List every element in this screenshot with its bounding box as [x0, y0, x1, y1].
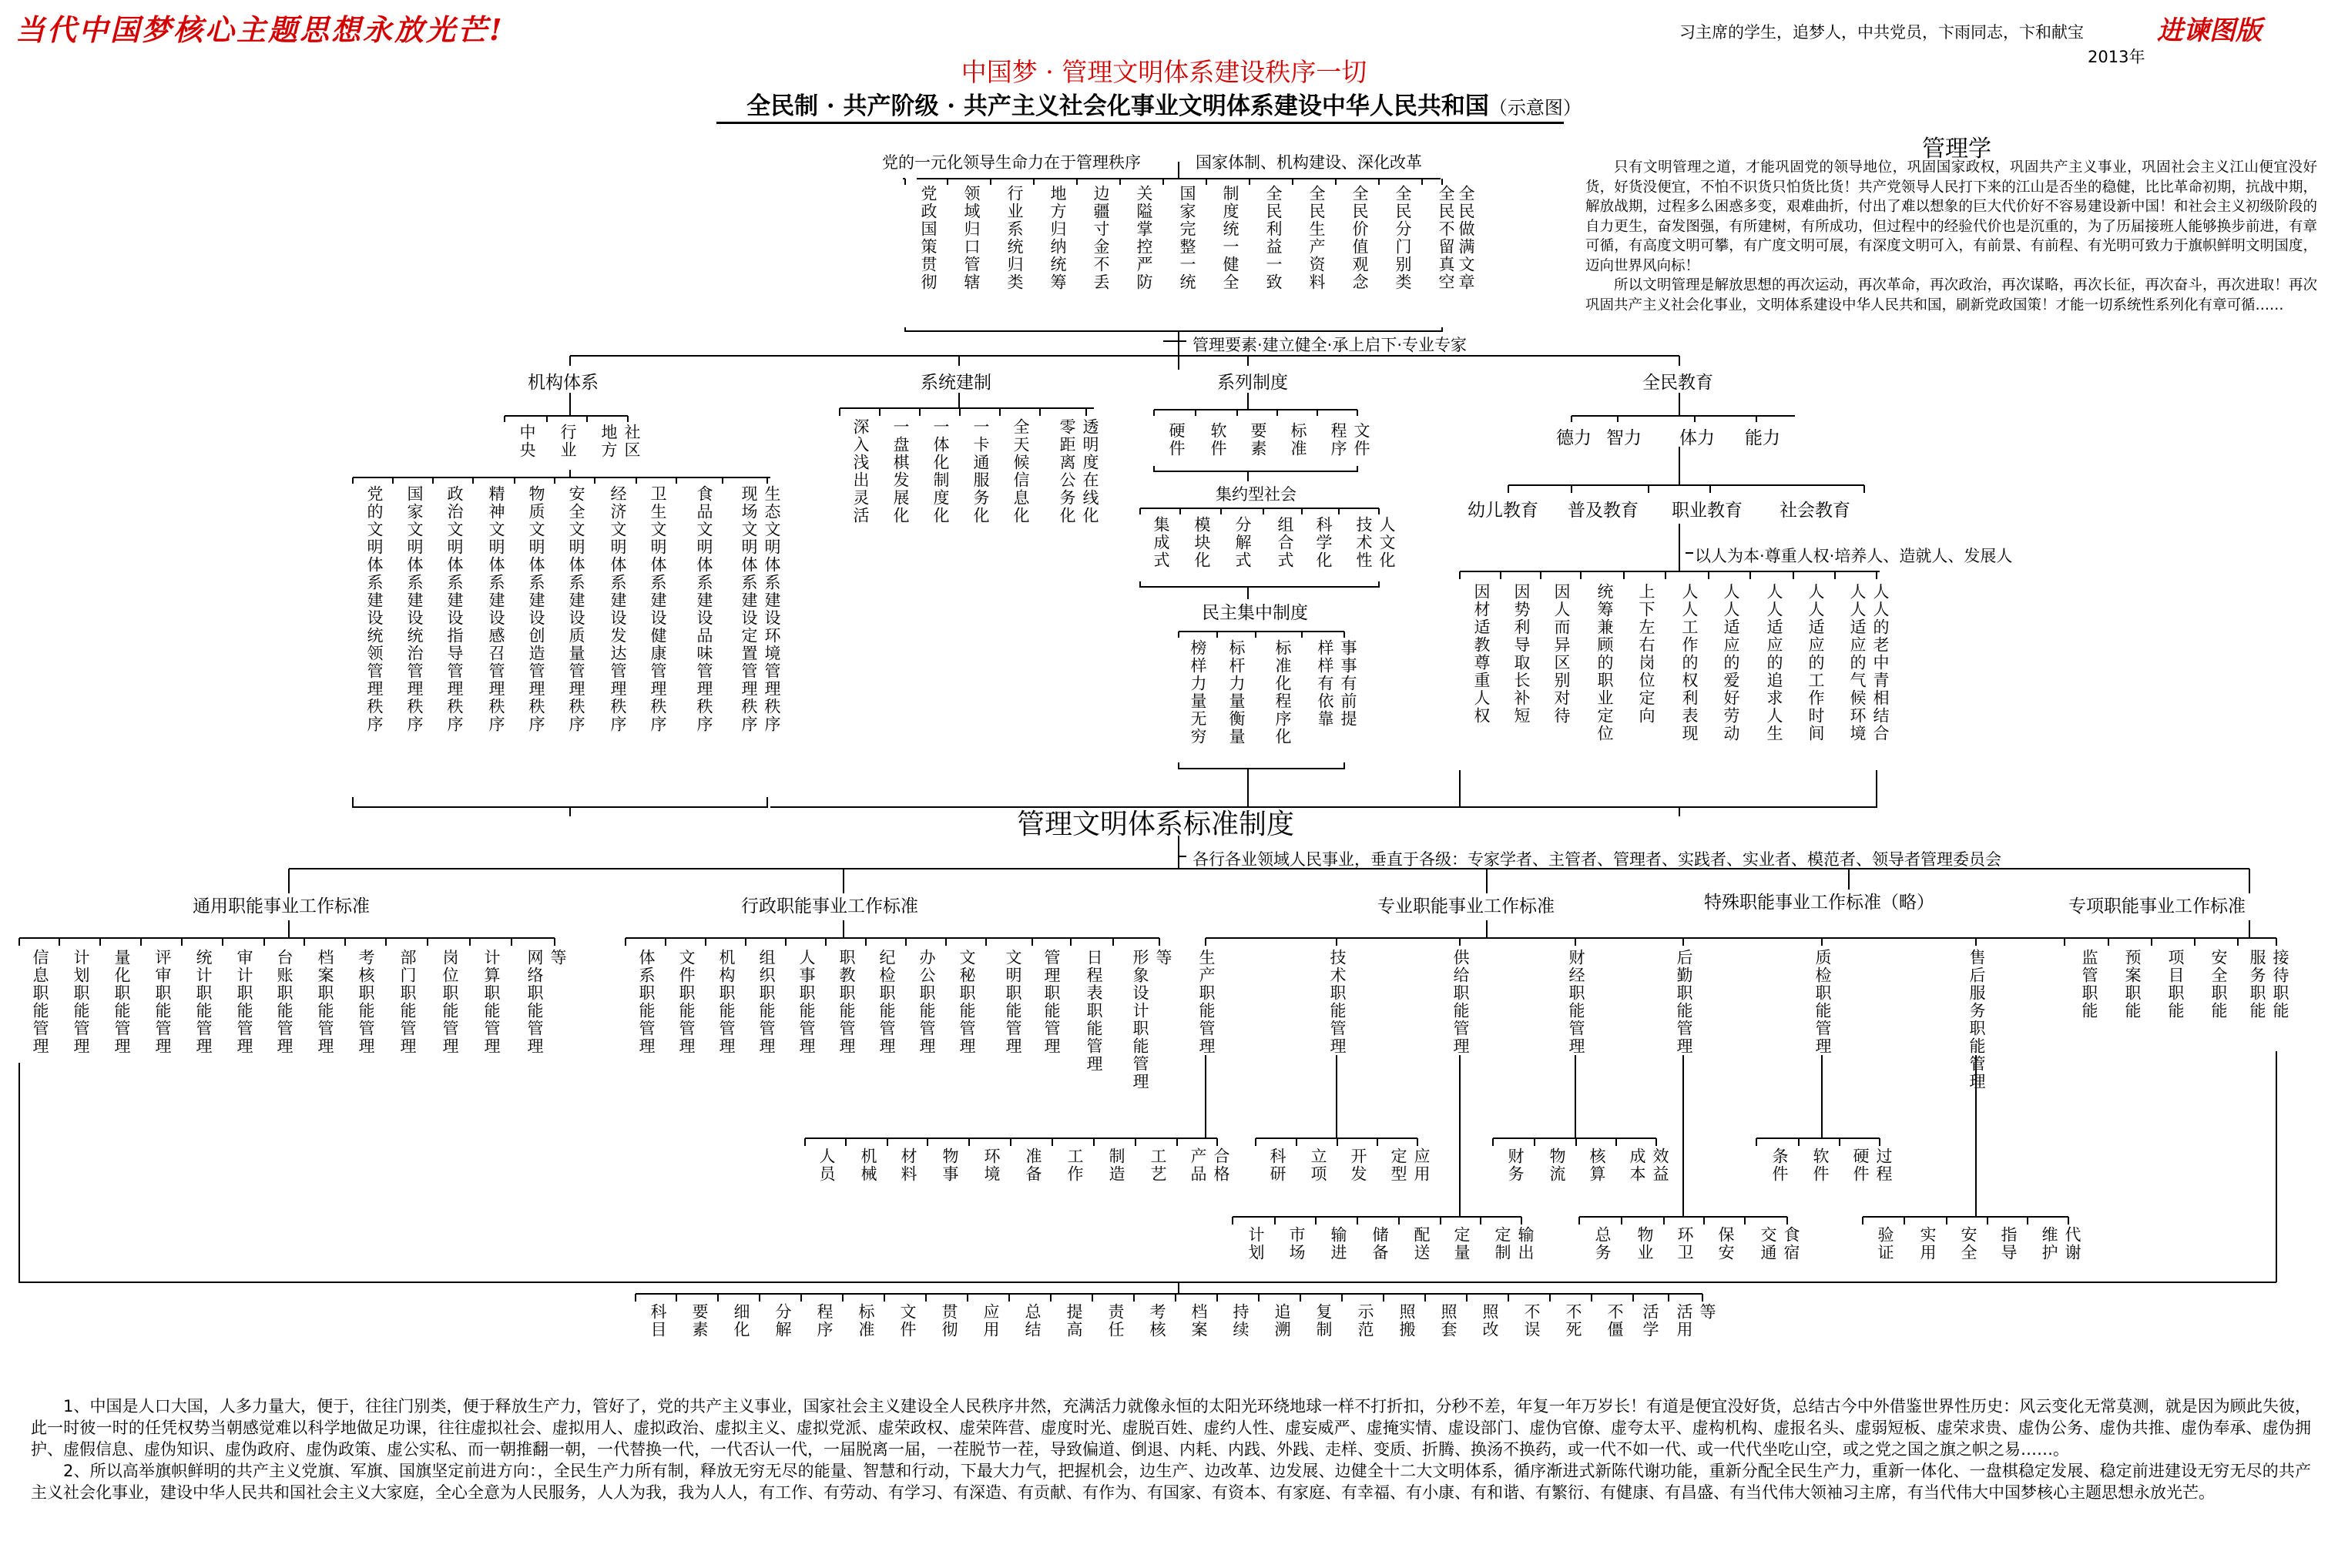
- system-col: 一盘棋发展化: [891, 418, 910, 524]
- edu-col: 因材适教尊重人权: [1472, 583, 1491, 725]
- edu-col: 人人适应的追求人生: [1765, 583, 1783, 742]
- org-col: 政治文明体系建设指导管理秩序: [445, 485, 464, 733]
- special-heading: 特殊职能事业工作标准（略）: [1704, 893, 1934, 913]
- prof-col: 供给职能管理: [1451, 949, 1470, 1055]
- general-col: 评审职能管理: [153, 949, 172, 1055]
- prod-item: 环境: [982, 1148, 1001, 1183]
- series-col: 标准: [1289, 422, 1307, 457]
- edu-col: 人人工作的权利表现: [1680, 583, 1699, 742]
- bottom-item: 照套: [1439, 1303, 1458, 1338]
- prof-col-7: [1967, 949, 1987, 1091]
- tech-item: 应用: [1412, 1148, 1431, 1183]
- org-level: 社区: [622, 424, 641, 459]
- fin-item: 效益: [1651, 1148, 1669, 1183]
- edu-type-2: 普及教育: [1568, 501, 1639, 521]
- mid-bus: [570, 356, 1679, 366]
- general-lines: [19, 920, 555, 946]
- admin-columns: [616, 949, 1173, 1091]
- people-label: 以人为本·尊重人权·培养人、造就人、发展人: [1695, 547, 2013, 565]
- education-heading: 全民教育: [1642, 373, 1713, 393]
- supply-item: 计划: [1246, 1226, 1265, 1261]
- general-col: 网络职能管理: [525, 949, 544, 1055]
- bottom-item: 贯彻: [940, 1303, 958, 1338]
- prof-col-5: [1674, 949, 1694, 1055]
- dedicated-col: 监管职能: [2080, 949, 2098, 1020]
- bottom-item: 示范: [1356, 1303, 1374, 1338]
- top-col: 关隘掌控严防: [1135, 185, 1153, 291]
- bottom-item: 应用: [981, 1303, 1000, 1338]
- democratic-label: 民主集中制度: [1202, 603, 1308, 623]
- general-col: 审计职能管理: [235, 949, 253, 1055]
- svc-item: 安全: [1959, 1226, 1977, 1261]
- org-col: 精神文明体系建设感召管理秩序: [487, 485, 505, 733]
- system-col: 深入浅出灵活: [851, 418, 870, 524]
- svc-item: 维护: [2040, 1226, 2058, 1261]
- top-col: 全民价值观念: [1350, 185, 1369, 291]
- management-science-heading: 管理学: [1922, 136, 1991, 162]
- quality-items: [1747, 1148, 1894, 1183]
- system-col: 零距离公务化: [1058, 418, 1076, 524]
- qc-items: [1756, 1055, 1880, 1146]
- bottom-item: 分解: [773, 1303, 792, 1338]
- edu-col: 因人而异区别对待: [1552, 583, 1571, 725]
- svc-item: 实用: [1918, 1226, 1937, 1261]
- tech-item: 定型: [1389, 1148, 1407, 1183]
- prod-item: 产品: [1189, 1148, 1207, 1183]
- system-build-heading: 系统建制: [921, 373, 991, 393]
- logi-item: 保安: [1716, 1226, 1735, 1261]
- prod-item: 人员: [817, 1148, 836, 1183]
- democratic-col: 标准化程序化: [1273, 639, 1292, 745]
- top-col: 领域归口管辖: [962, 185, 981, 291]
- education-columns: [1451, 583, 1890, 742]
- general-col: 考核职能管理: [357, 949, 375, 1055]
- intensive-label: 集约型社会: [1216, 485, 1297, 504]
- org-level: 中央: [518, 424, 536, 459]
- org-level: 行业: [559, 424, 577, 459]
- prod-item: 机械: [859, 1148, 877, 1183]
- intensive-col: 科学化: [1314, 516, 1333, 569]
- bottom-item: 复制: [1314, 1303, 1333, 1338]
- top-col: 党政国策贯彻: [919, 185, 938, 291]
- prod-item: 工艺: [1149, 1148, 1167, 1183]
- svc-items: [1863, 1055, 2068, 1225]
- professional-heading: 专业职能事业工作标准: [1377, 896, 1555, 916]
- edu-col: 人人适应的工作时间: [1806, 583, 1825, 742]
- admin-col: 机构职能管理: [717, 949, 736, 1055]
- ability-2: 智力: [1606, 428, 1642, 448]
- general-col: 计划职能管理: [72, 949, 90, 1055]
- dedicated-heading: 专项职能事业工作标准: [2068, 896, 2246, 916]
- admin-lines: [626, 920, 1159, 946]
- logi-item: 交通: [1759, 1226, 1777, 1261]
- qc-item: 过程: [1874, 1148, 1893, 1183]
- banner-right: 进谏图版: [2157, 15, 2262, 46]
- series-col: 程序: [1329, 422, 1347, 457]
- qc-item: 硬件: [1851, 1148, 1870, 1183]
- bottom-item: 文件: [898, 1303, 917, 1338]
- system-col: 全天候信息化: [1011, 418, 1030, 524]
- admin-col: 文明职能管理: [1004, 949, 1022, 1055]
- top-col: 全民不留真空: [1437, 185, 1455, 291]
- edu-type-3: 职业教育: [1672, 501, 1743, 521]
- page-title: 中国梦 · 管理文明体系建设秩序一切: [961, 57, 1367, 87]
- dedicated-col: 服务职能: [2248, 949, 2266, 1020]
- democratic-col: 榜样力量无穷: [1189, 639, 1207, 745]
- prof-col-1: [1196, 949, 1216, 1055]
- dedicated-columns: [2055, 949, 2290, 1020]
- ability-1: 德力: [1556, 428, 1592, 448]
- supply-item: 定制: [1493, 1226, 1511, 1261]
- dedicated-col: 预案职能: [2123, 949, 2142, 1020]
- bottom-item: 标准: [857, 1303, 875, 1338]
- general-columns: [10, 949, 568, 1055]
- prof-col-4: [1566, 949, 1586, 1055]
- admin-col: 体系职能管理: [637, 949, 656, 1055]
- org-col: 经济文明体系建设发达管理秩序: [609, 485, 627, 733]
- edu-col: 上下左右岗位定向: [1637, 583, 1655, 725]
- prof-col-3: [1451, 949, 1471, 1055]
- dedicated-col: 项目职能: [2166, 949, 2185, 1020]
- top-col: 全民利益一致: [1264, 185, 1283, 291]
- logi-item: 物业: [1635, 1226, 1654, 1261]
- democratic-columns: [1169, 639, 1358, 745]
- management-science-para-2: 所以文明管理是解放思想的再次运动，再次革命，再次政治，再次谋略，再次长征，再次奋斗，再次进取！再次巩固共产主义社会化事业，文明体系建设中华人民共和国，刷新党政国策！才能一切系统性系列化有章可循……: [1585, 277, 2317, 313]
- series-col: 要素: [1249, 422, 1267, 457]
- author-line: 习主席的学生，追梦人，中共党员，卞雨同志，卞和献宝: [1679, 23, 2084, 42]
- bottom-item: 总结: [1023, 1303, 1042, 1338]
- system-col: 一卡通服务化: [971, 418, 990, 524]
- svc-item: 指导: [1999, 1226, 2018, 1261]
- org-col: 现场文明体系建设定置管理秩序: [740, 485, 758, 733]
- tech-items: [1256, 1055, 1417, 1146]
- series-system-heading: 系列制度: [1217, 373, 1288, 393]
- bottom-item: 活用: [1675, 1303, 1693, 1338]
- logi-item: 环卫: [1676, 1226, 1694, 1261]
- ability-4: 能力: [1745, 428, 1780, 448]
- bottom-item: 照改: [1481, 1303, 1499, 1338]
- democratic-col: 事事有前提: [1339, 639, 1357, 728]
- top-col: 全民生产资料: [1307, 185, 1326, 291]
- general-col: 台账职能管理: [275, 949, 294, 1055]
- bottom-item: 提高: [1065, 1303, 1083, 1338]
- bottom-item: 细化: [732, 1303, 750, 1338]
- democratic-col: 样样有依靠: [1316, 639, 1334, 728]
- tech-item: 开发: [1349, 1148, 1367, 1183]
- prod-item: 合格: [1212, 1148, 1230, 1183]
- prof-col: 后勤职能管理: [1675, 949, 1693, 1055]
- top-col: 全民分门别类: [1394, 185, 1412, 291]
- edu-col: 人人适应的爱好劳动: [1722, 583, 1740, 742]
- org-col: 卫生文明体系建设健康管理秩序: [649, 485, 667, 733]
- top-label-right: 国家体制、机构建设、深化改革: [1196, 153, 1422, 172]
- intensive-columns: [1131, 516, 1397, 569]
- fin-item: 成本: [1628, 1148, 1646, 1183]
- general-col: 信息职能管理: [31, 949, 49, 1055]
- admin-col: 人事职能管理: [797, 949, 816, 1055]
- general-col: 量化职能管理: [112, 949, 131, 1055]
- standards-line-label: 各行各业领域人民事业，垂直于各级：专家学者、主管者、管理者、实践者、实业者、模范者、领导者管理委员会: [1193, 850, 2001, 869]
- footnote-1: 1、中国是人口大国，人多力量大，便于，往往门别类，便于释放生产力，管好了，党的共产主义事业，国家社会主义建设全人民秩序井然，充满活力就像永恒的太阳光环绕地球一样不打折扣，分秒不差，年复一年万岁长！有道是便宜没好货，总结古今中外借鉴世界性历史：风云变化无常莫测，就是因为顾此失彼，此一时彼一时的任凭权势当朝感觉难以科学地做足功课，往往虚拟社会、虚拟用人、虚拟政治、虚拟主义、虚拟党派、虚荣政权、虚荣阵营、虚度时光、虚脱百姓、虚约人性、虚妄威严、虚掩实情、虚设部门、虚伪官僚、虚夸太平、虚构机构、虚报名头、虚弱短板、虚荣求贵、虚伪公务、虚伪共推、虚伪奉承、虚伪拥护、虚假信息、虚伪知识、虚伪政府、虚伪政策、虚公实私、而一朝推翻一朝，一代替换一代，一代否认一代，一届脱离一届，一茬脱节一茬，导致偏道、倒退、内耗、内践、外践、走样、变质、折腾、换汤不换药，或一代不如一代、或一代代坐吃山空，或之党之国之旗之帜之易……。: [31, 1397, 2311, 1459]
- prof-col: 质检职能管理: [1813, 949, 1832, 1055]
- general-col: 等: [548, 949, 567, 967]
- top-columns: [895, 185, 1476, 291]
- prof-col-6: [1813, 949, 1833, 1055]
- general-col: 档案职能管理: [316, 949, 334, 1055]
- admin-heading: 行政职能事业工作标准: [741, 896, 918, 916]
- democratic-col: 标杆力量衡量: [1227, 639, 1246, 745]
- top-join-label: 管理要素·建立健全·承上启下·专业专家: [1193, 336, 1468, 354]
- top-col: 国家完整一统: [1178, 185, 1196, 291]
- tech-item: 立项: [1309, 1148, 1327, 1183]
- bottom-item: 科目: [649, 1303, 667, 1338]
- admin-col: 日程表职能管理: [1085, 949, 1103, 1073]
- system-col: 透明度在线化: [1081, 418, 1099, 524]
- org-col: 安全文明体系建设质量管理秩序: [567, 485, 585, 733]
- tech-item: 科研: [1268, 1148, 1286, 1183]
- supply-item: 输进: [1329, 1226, 1347, 1261]
- bottom-items: [626, 1303, 1717, 1338]
- management-science-para-1: 只有文明管理之道，才能巩固党的领导地位，巩固国家政权，巩固共产主义事业，巩固社会主义江山便宜没好货，好货没便宜，不怕不识货只怕货比货！共产党领导人民打下来的江山是否坐的稳健，比比革命初期，抗战中期，解放战期，过程多么困惑多变，艰难曲折，付出了难以想象的巨大代价好不容易建设新中国！和社会主义初级阶段的自力更生，奋发图强，有所建树，有所成功，但过程中的经验代价也是沉重的，为了历届接班人能够换步前进，有章可循，有高度文明可攀，有广度文明可展，有深度文明可入，有前景、有前程、有光明可致力于旗帜鲜明文明国度，迈向世界风向标！: [1585, 159, 2317, 274]
- fin-item: 物流: [1548, 1148, 1566, 1183]
- admin-col: 文秘职能管理: [958, 949, 976, 1055]
- prof-col-2: [1327, 949, 1347, 1055]
- edu-col: 因势利导取长补短: [1512, 583, 1531, 725]
- supply-items: [1223, 1226, 1535, 1261]
- edu-type-4: 社会教育: [1780, 501, 1850, 521]
- series-columns: [1145, 422, 1371, 457]
- bottom-item: 照搬: [1397, 1303, 1416, 1338]
- top-label-left: 党的一元化领导生命力在于管理秩序: [882, 153, 1141, 172]
- prof-col: 技术职能管理: [1328, 949, 1347, 1055]
- admin-col: 组织职能管理: [757, 949, 776, 1055]
- edu-col: 人人适应的气候环境: [1848, 583, 1867, 742]
- prod-item: 工作: [1065, 1148, 1084, 1183]
- prod-item: 物事: [941, 1148, 959, 1183]
- system-col: 一体化制度化: [931, 418, 950, 524]
- service-items: [1853, 1226, 2082, 1261]
- subtitle-note: （示意图）: [1488, 97, 1582, 119]
- bottom-item: 档案: [1189, 1303, 1208, 1338]
- admin-col: 文件职能管理: [677, 949, 696, 1055]
- subtitle-text: 全民制 · 共产阶级 · 共产主义社会化事业文明体系建设中华人民共和国: [746, 92, 1489, 120]
- prof-col: 财经职能管理: [1567, 949, 1585, 1055]
- org-col: 国家文明体系建设统治管理秩序: [405, 485, 424, 733]
- logistics-items: [1570, 1226, 1801, 1261]
- bottom-item: 不死: [1564, 1303, 1582, 1338]
- general-col: 计算职能管理: [482, 949, 501, 1055]
- bottom-item: 责任: [1106, 1303, 1125, 1338]
- bottom-item: 持续: [1231, 1303, 1250, 1338]
- finance-items: [1484, 1148, 1670, 1183]
- svc-item: 验证: [1876, 1226, 1894, 1261]
- fin-items: [1493, 1055, 1656, 1146]
- supply-item: 市场: [1287, 1226, 1306, 1261]
- admin-col: 纪检职能管理: [877, 949, 896, 1055]
- management-science-body: [1585, 158, 2317, 315]
- prod-item: 准备: [1024, 1148, 1042, 1183]
- org-col: 物质文明体系建设创造管理秩序: [527, 485, 545, 733]
- org-col: 党的文明体系建设统领管理秩序: [365, 485, 384, 733]
- org-col: 食品文明体系建设品味管理秩序: [695, 485, 713, 733]
- org-levels: [495, 424, 642, 459]
- production-items: [796, 1148, 1231, 1183]
- series-col: 硬件: [1167, 422, 1186, 457]
- edu-type-1: 幼儿教育: [1468, 501, 1538, 521]
- qc-item: 条件: [1770, 1148, 1789, 1183]
- admin-col: 职教职能管理: [837, 949, 856, 1055]
- subtitle-underline: [716, 122, 1564, 124]
- intensive-col: 技术性: [1354, 516, 1373, 569]
- standards-heading: 管理文明体系标准制度: [1017, 809, 1295, 840]
- intensive-col: 组合式: [1276, 516, 1294, 569]
- bottom-item: 要素: [690, 1303, 709, 1338]
- series-col: 软件: [1209, 422, 1227, 457]
- intensive-col: 人文化: [1377, 516, 1396, 569]
- prof-col: 售后服务职能管理: [1967, 949, 1986, 1091]
- prof-col: 生产职能管理: [1197, 949, 1216, 1055]
- top-col: 地方归纳统筹: [1048, 185, 1067, 291]
- intensive-col: 模块化: [1193, 516, 1211, 569]
- footnote-2: 2、所以高举旗帜鲜明的共产主义党旗、军旗、国旗坚定前进方向：，全民生产力所有制，释放无穷无尽的能量、智慧和行动，下最大力气，把握机会，边生产、边改革、边发展、边健全十二大文明体系，循序渐进式新陈代谢功能，重新分配全民生产力，重新一体化、一盘棋稳定发展、稳定前进建设无穷无尽的共产主义社会化事业，建设中华人民共和国社会主义大家庭，全心全意为人民服务，人人为我，我为人人，有工作、有劳动、有学习、有深造、有贡献、有作为、有国家、有资本、有家庭、有幸福、有小康、有和谐、有繁衍、有健康、有昌盛、有当代伟大领袖习主席，有当代伟大中国梦核心主题思想永放光芒。: [31, 1462, 2311, 1502]
- dedicated-col: 安全职能: [2209, 949, 2228, 1020]
- logi-item: 总务: [1593, 1226, 1612, 1261]
- prof-lines: [1206, 920, 2157, 946]
- qc-item: 软件: [1811, 1148, 1830, 1183]
- top-col: 全民做满文章: [1457, 185, 1475, 291]
- top-col: 行业系统归类: [1005, 185, 1024, 291]
- series-col: 文件: [1352, 422, 1370, 457]
- supply-item: 定量: [1452, 1226, 1471, 1261]
- bottom-item: 不僵: [1605, 1303, 1624, 1338]
- dedicated-col: 接待职能: [2271, 949, 2289, 1020]
- bottom-item: 等: [1698, 1303, 1716, 1321]
- banner-slogan: 当代中国梦核心主题思想永放光芒!: [15, 12, 505, 47]
- bottom-item: 程序: [815, 1303, 834, 1338]
- logi-item: 食宿: [1782, 1226, 1800, 1261]
- edu-col: 统筹兼顾的职业定位: [1595, 583, 1614, 742]
- system-build-columns: [830, 418, 1100, 524]
- fin-item: 财务: [1506, 1148, 1525, 1183]
- general-heading: 通用职能事业工作标准: [193, 896, 370, 916]
- prod-item: 制造: [1107, 1148, 1125, 1183]
- footnotes: [31, 1395, 2311, 1503]
- supply-item: 配送: [1412, 1226, 1431, 1261]
- org-level: 地方: [599, 424, 618, 459]
- bottom-item: 追溯: [1273, 1303, 1291, 1338]
- edu-col: 人人的老中青相结合: [1871, 583, 1890, 742]
- general-col: 部门职能管理: [398, 949, 417, 1055]
- prod-item: 材料: [899, 1148, 917, 1183]
- admin-col: 办公职能管理: [917, 949, 936, 1055]
- admin-col: 等: [1154, 949, 1172, 967]
- admin-col: 形象设计职能管理: [1131, 949, 1149, 1091]
- bottom-item: 不误: [1522, 1303, 1541, 1338]
- fin-item: 核算: [1588, 1148, 1606, 1183]
- page-subtitle: [0, 86, 2328, 121]
- intensive-col: 分解式: [1233, 516, 1252, 569]
- svc-item: 代谢: [2063, 1226, 2081, 1261]
- general-col: 岗位职能管理: [441, 949, 459, 1055]
- system-lines: [840, 393, 1094, 416]
- year-label: 2013年: [2088, 48, 2145, 66]
- top-col: 边疆寸金不丢: [1092, 185, 1110, 291]
- org-columns: [344, 485, 782, 733]
- bottom-item: 考核: [1148, 1303, 1166, 1338]
- intensive-col: 集成式: [1152, 516, 1170, 569]
- top-col: 制度统一健全: [1221, 185, 1239, 291]
- supply-item: 输出: [1516, 1226, 1535, 1261]
- org-system-heading: 机构体系: [528, 373, 599, 393]
- supply-item: 储备: [1370, 1226, 1389, 1261]
- tech-items: [1246, 1148, 1431, 1183]
- org-col: 生态文明体系建设环境管理秩序: [763, 485, 781, 733]
- ability-3: 体力: [1679, 428, 1715, 448]
- general-col: 统计职能管理: [194, 949, 213, 1055]
- bottom-item: 活学: [1641, 1303, 1659, 1338]
- admin-col: 管理职能管理: [1042, 949, 1061, 1055]
